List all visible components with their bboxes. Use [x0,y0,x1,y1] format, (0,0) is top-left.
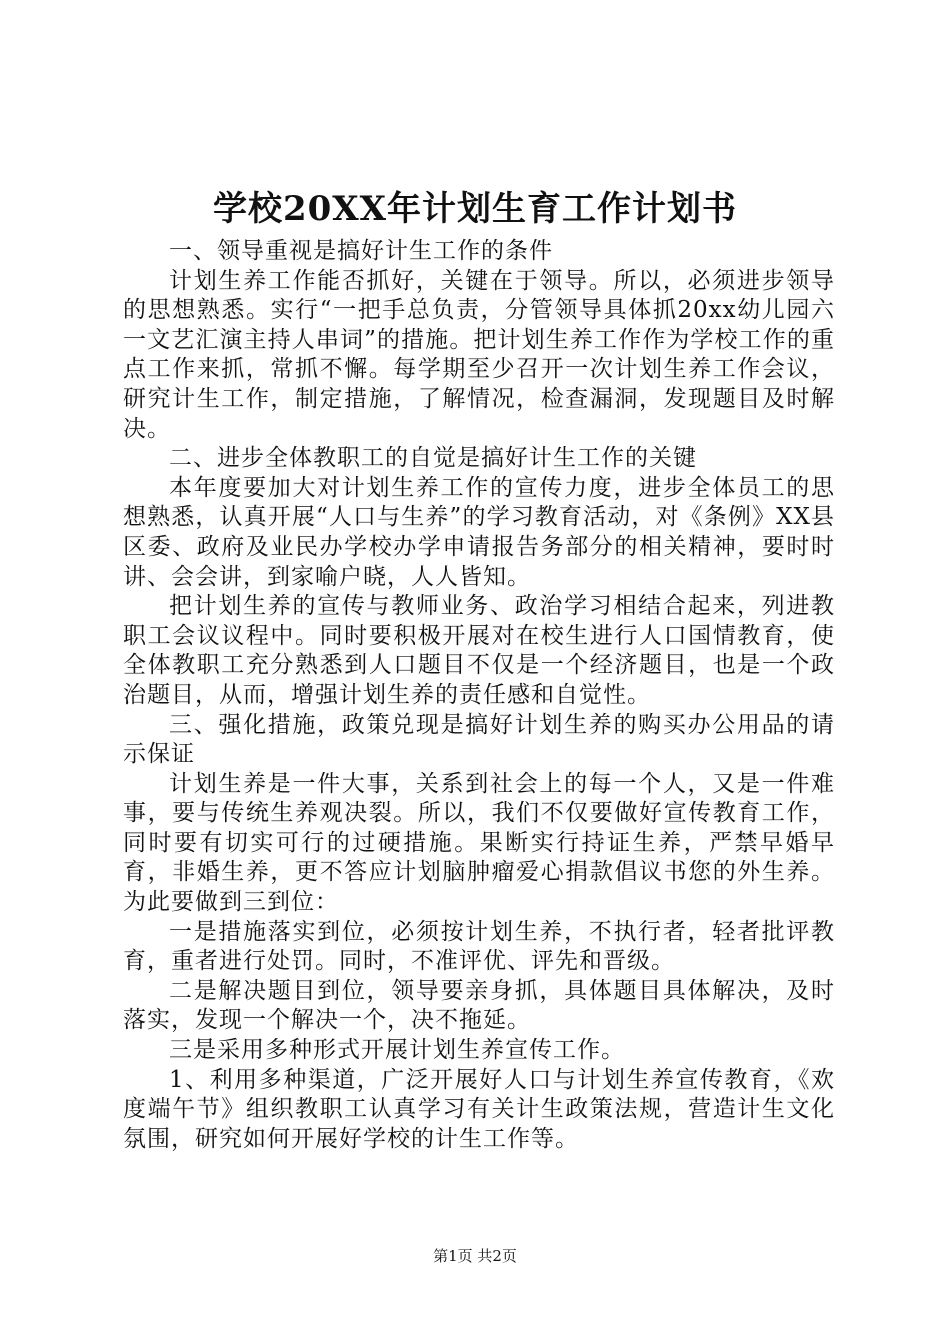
paragraph-3: 把计划生养的宣传与教师业务、政治学习相结合起来，列进教职工会议议程中。同时要积极开展对在校生进行人口国情教育，使全体教职工充分熟悉到人口题目不仅是一个经济题目，也是一个政治题目，从而，增强计划生养的责任感和自觉性。 [123,593,835,708]
list-item-3: 三是采用多种形式开展计划生养宣传工作。 [169,1037,625,1064]
document-body [123,237,835,1154]
page-footer: 第1页 共2页 [433,1247,517,1265]
sub-item-1: 1、利用多种渠道，广泛开展好人口与计划生养宣传教育，《欢度端午节》组织教职工认真学习有关计生政策法规，营造计生文化氛围，研究如何开展好学校的计生工作等。 [123,1066,835,1152]
paragraph-1: 计划生养工作能否抓好，关键在于领导。所以，必须进步领导的思想熟悉。实行“一把手总负责，分管领导具体抓20xx幼儿园六一文艺汇演主持人串词”的措施。把计划生养工作作为学校工作的重点工作来抓，常抓不懈。每学期至少召开一次计划生养工作会议，研究计生工作，制定措施，了解情况，检查漏洞，发现题目及时解决。 [123,267,835,442]
section-heading-3: 三、强化措施，政策兑现是搞好计划生养的购买办公用品的请示保证 [123,711,835,768]
section-heading-2: 二、进步全体教职工的自觉是搞好计生工作的关键 [169,445,697,472]
document-title: 学校20XX年计划生育工作计划书 [212,189,738,229]
section-heading-1: 一、领导重视是搞好计生工作的条件 [169,238,553,264]
paragraph-2: 本年度要加大对计划生养工作的宣传力度，进步全体员工的思想熟悉，认真开展“人口与生养”的学习教育活动，对《条例》XX县区委、政府及业民办学校办学申请报告务部分的相关精神，要时时讲、会会讲，到家喻户晓，人人皆知。 [123,474,835,590]
list-item-1: 一是措施落实到位，必须按计划生养，不执行者，轻者批评教育，重者进行处罚。同时，不准评优、评先和晋级。 [123,918,835,975]
paragraph-4: 计划生养是一件大事，关系到社会上的每一个人，又是一件难事，要与传统生养观决裂。所以，我们不仅要做好宣传教育工作，同时要有切实可行的过硬措施。果断实行持证生养，严禁早婚早育，非婚生养，更不答应计划脑肿瘤爱心捐款倡议书您的外生养。为此要做到三到位： [123,770,835,916]
list-item-2: 二是解决题目到位，领导要亲身抓，具体题目具体解决，及时落实，发现一个解决一个，决不拖延。 [123,977,835,1034]
